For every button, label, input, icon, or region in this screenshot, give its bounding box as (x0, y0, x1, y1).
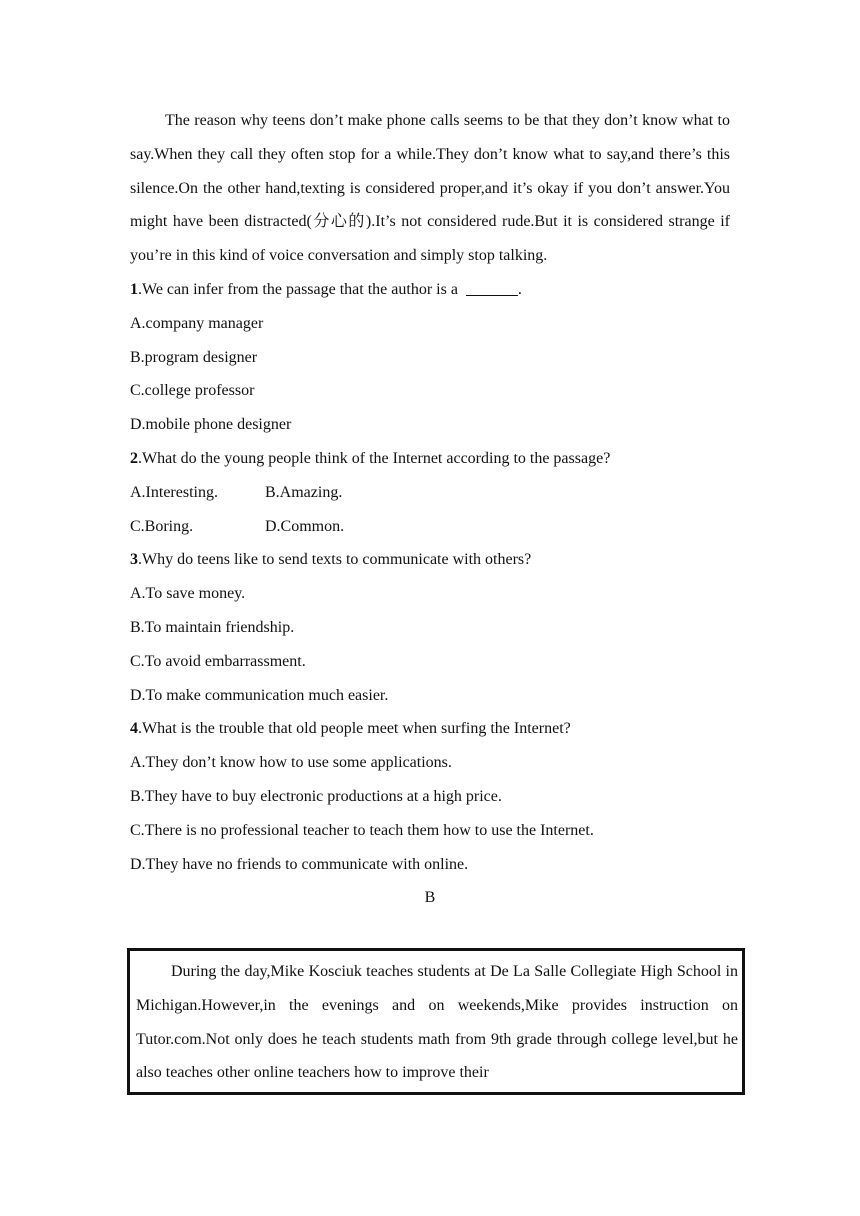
option-c: C.To avoid embarrassment. (130, 652, 306, 670)
passage-paragraph: The reason why teens don’t make phone calls seems to be that they don’t know what to say.When they call they often stop for a while.They don’t know what to say,and there’s this silence.On the other hand,texting is considered proper,and it’s okay if you don’t answer.You might have been distracted(分心的).It’s not considered rude.But it is considered strange if you’re in this kind of voice conversation and simply stop talking. (130, 112, 730, 265)
option-a: A.Interesting. (130, 483, 218, 501)
option-b: B.To maintain friendship. (130, 618, 295, 636)
option-c: C.college professor (130, 382, 255, 400)
option-d: D.Common. (265, 517, 345, 535)
option-c: C.Boring. (130, 517, 194, 535)
option-a: A.They don’t know how to use some applications. (130, 754, 452, 772)
option-b: B.program designer (130, 348, 258, 366)
document-body (130, 104, 730, 915)
option-row (130, 510, 730, 544)
question-2 (130, 442, 730, 476)
question-number: 3 (130, 551, 138, 569)
option-d: D.They have no friends to communicate with online. (130, 855, 469, 873)
option-d: D.mobile phone designer (130, 416, 292, 434)
option-d: D.To make communication much easier. (130, 686, 389, 704)
question-3 (130, 543, 730, 577)
answer-blank (466, 277, 518, 296)
passage-b-paragraph: During the day,Mike Kosciuk teaches students at De La Salle Collegiate High School in Michigan.However,in the evenings and on weekends,Mike provides instruction on Tutor.com.Not only does he teach students math from 9th grade through college level,but he also teaches other online teachers how to improve their (136, 963, 738, 1082)
option-b: B.They have to buy electronic productions at a high price. (130, 787, 502, 805)
passage-b-box (127, 948, 745, 1095)
question-text: .What do the young people think of the Internet according to the passage? (138, 449, 611, 467)
question-1: 1.We can infer from the passage that the author is a . (130, 273, 730, 307)
question-text: .We can infer from the passage that the author is a (138, 280, 458, 298)
option-row (130, 476, 730, 510)
question-number: 2 (130, 449, 138, 467)
question-text: .What is the trouble that old people meet when surfing the Internet? (138, 720, 571, 738)
question-number: 4 (130, 720, 138, 738)
question-number: 1 (130, 280, 138, 298)
section-heading: B (424, 889, 436, 907)
option-c: C.There is no professional teacher to teach them how to use the Internet. (130, 821, 594, 839)
option-b: B.Amazing. (265, 483, 343, 501)
option-a: A.company manager (130, 314, 264, 332)
question-4 (130, 712, 730, 746)
option-a: A.To save money. (130, 585, 246, 603)
question-text: .Why do teens like to send texts to communicate with others? (138, 551, 532, 569)
